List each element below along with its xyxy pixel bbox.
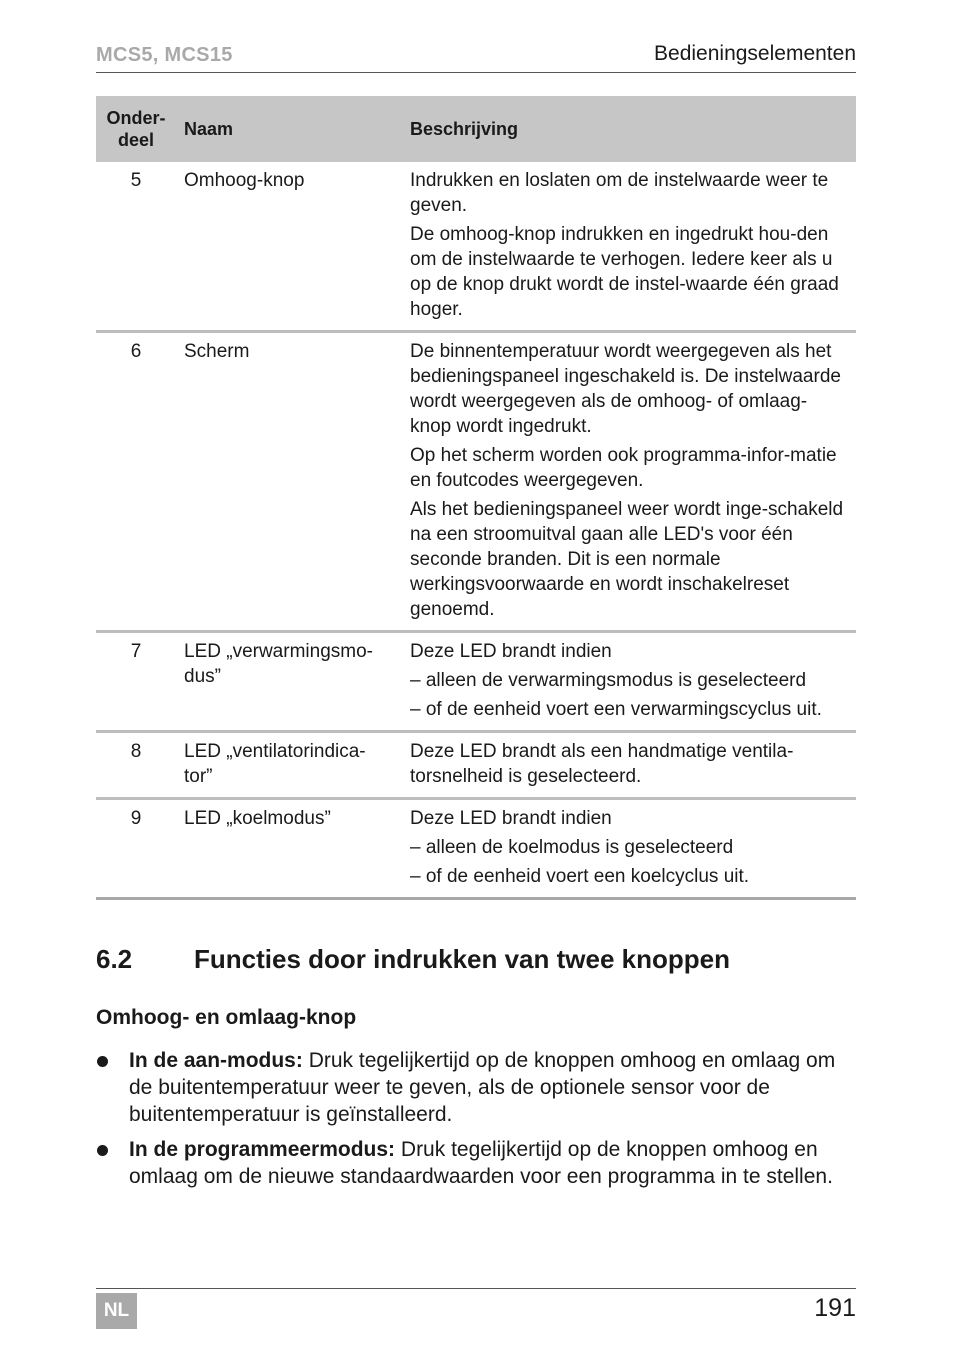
description-paragraph: De binnentemperatuur wordt weergegeven als het bedieningspaneel ingeschakeld is. De instelwaarde wordt weergegeven als de omhoog- of omlaag-knop wordt ingedrukt. bbox=[410, 341, 841, 437]
row-number: 6 bbox=[96, 332, 176, 632]
description-paragraph: De omhoog-knop indrukken en ingedrukt hou-den om de instelwaarde te verhogen. Iedere keer als u op de knop drukt wordt de instel-waarde één graad hoger. bbox=[410, 224, 839, 320]
row-name: LED „koelmodus” bbox=[176, 799, 402, 899]
col-header-part-line2: deel bbox=[117, 130, 155, 150]
bullet-dot-icon bbox=[97, 1145, 108, 1156]
row-name: Omhoog-knop bbox=[176, 162, 402, 332]
language-badge: NL bbox=[96, 1293, 137, 1329]
description-paragraph: Op het scherm worden ook programma-infor-matie en foutcodes weergegeven. bbox=[410, 445, 837, 491]
row-number: 7 bbox=[96, 632, 176, 732]
col-header-description: Beschrijving bbox=[402, 96, 856, 162]
components-table bbox=[96, 96, 856, 900]
section-name: Bedieningselementen bbox=[654, 42, 856, 65]
row-number: 9 bbox=[96, 799, 176, 899]
description-paragraph: – of de eenheid voert een verwarmingscyclus uit. bbox=[410, 699, 822, 720]
table-row bbox=[96, 332, 856, 632]
description-paragraph: Deze LED brandt indien bbox=[410, 808, 612, 829]
table-row bbox=[96, 632, 856, 732]
row-number: 8 bbox=[96, 732, 176, 799]
table-body bbox=[96, 162, 856, 899]
section-number: 6.2 bbox=[96, 944, 133, 974]
description-paragraph: – of de eenheid voert een koelcyclus uit. bbox=[410, 866, 750, 887]
bullet-label: In de aan-modus: bbox=[129, 1049, 303, 1072]
col-header-part bbox=[96, 96, 176, 162]
row-description bbox=[402, 799, 856, 899]
col-header-name: Naam bbox=[176, 96, 402, 162]
description-paragraph: – alleen de koelmodus is geselecteerd bbox=[410, 837, 734, 858]
table-header-row bbox=[96, 96, 856, 162]
row-description bbox=[402, 332, 856, 632]
description-paragraph: Indrukken en loslaten om de instelwaarde weer te geven. bbox=[410, 170, 829, 216]
table-row bbox=[96, 162, 856, 332]
bullet-text: Druk tegelijkertijd op de knoppen omhoog en omlaag om de nieuwe standaardwaarden voor een programma in te stellen. bbox=[129, 1138, 833, 1188]
section-title: Functies door indrukken van twee knoppen bbox=[194, 944, 730, 974]
table-row bbox=[96, 799, 856, 899]
page-footer bbox=[96, 1288, 856, 1329]
description-paragraph: – alleen de verwarmingsmodus is geselecteerd bbox=[410, 670, 807, 691]
bullet-label: In de programmeermodus: bbox=[129, 1138, 396, 1161]
row-name: LED „verwarmingsmo-dus” bbox=[176, 632, 402, 732]
row-description bbox=[402, 732, 856, 799]
model-name: MCS5, MCS15 bbox=[96, 44, 233, 66]
row-description bbox=[402, 632, 856, 732]
row-number: 5 bbox=[96, 162, 176, 332]
bullet-dot-icon bbox=[97, 1056, 108, 1067]
description-paragraph: Deze LED brandt indien bbox=[410, 641, 612, 662]
col-header-part-line1: Onder- bbox=[106, 108, 166, 128]
table-row bbox=[96, 732, 856, 799]
page-header bbox=[96, 40, 856, 73]
bullet-item bbox=[96, 1047, 858, 1128]
bullet-item bbox=[96, 1136, 858, 1190]
subheading: Omhoog- en omlaag-knop bbox=[96, 1006, 357, 1029]
row-description bbox=[402, 162, 856, 332]
description-paragraph: Als het bedieningspaneel weer wordt inge-schakeld na een stroomuitval gaan alle LED's voor één seconde branden. Dit is een normale werkingsvoorwaarde en wordt inschakelreset genoemd. bbox=[410, 499, 844, 620]
bullet-text: Druk tegelijkertijd op de knoppen omhoog en omlaag om de buitentemperatuur weer te geven, als de optionele sensor voor de buitentemperatuur is geïnstalleerd. bbox=[129, 1049, 836, 1126]
description-paragraph: Deze LED brandt als een handmatige ventila-torsnelheid is geselecteerd. bbox=[410, 741, 794, 787]
page-number: 191 bbox=[814, 1294, 856, 1322]
row-name: LED „ventilatorindica-tor” bbox=[176, 732, 402, 799]
section-heading bbox=[96, 944, 730, 975]
row-name: Scherm bbox=[176, 332, 402, 632]
bullet-list bbox=[96, 1047, 858, 1198]
